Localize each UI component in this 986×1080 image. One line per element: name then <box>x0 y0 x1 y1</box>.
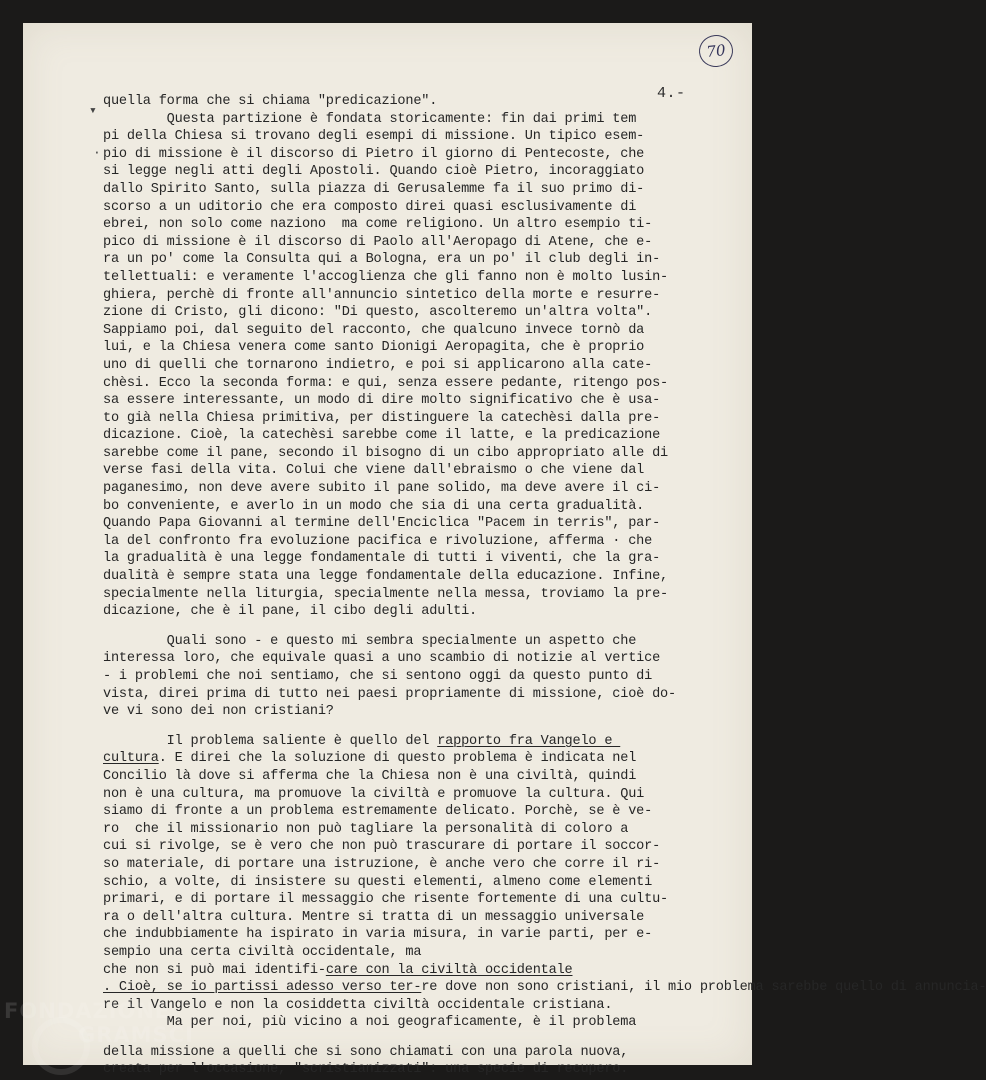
margin-mark: ▾ <box>89 103 97 118</box>
document-page <box>23 23 986 1078</box>
text-line: bo conveniente, e averlo in un modo che sia di una certa gradualità. <box>103 498 645 514</box>
text-line: Sappiamo poi, dal seguito del racconto, che qualcuno invece tornò da <box>103 322 645 338</box>
text-line: ebrei, non solo come naziono ma come religiono. Un altro esempio ti- <box>103 217 653 233</box>
page-number: 4.- <box>657 85 686 102</box>
text-line: che indubbiamente ha ispirato in varia misura, in varie parti, per e- <box>103 927 653 943</box>
text-line: chèsi. Ecco la seconda forma: e qui, senza essere pedante, ritengo pos- <box>103 375 668 391</box>
text-line <box>103 962 723 980</box>
text-line: Questa partizione è fondata storicamente: fin dai primi tem <box>103 111 637 127</box>
text-line: tellettuali: e veramente l'accoglienza che gli fanno non è molto lusin- <box>103 269 668 285</box>
text-line: so materiale, di portare una istruzione, è anche vero che corre il ri- <box>103 856 661 872</box>
watermark-line-2: GRAMSCI <box>78 1023 194 1047</box>
text-line: ve vi sono dei non cristiani? <box>103 704 334 720</box>
underlined-text: cultura <box>103 751 159 767</box>
text-line: dualità è sempre stata una legge fondamentale della educazione. Infine, <box>103 569 668 585</box>
text-line: ghiera, perchè di fronte all'annuncio sintetico della morte e resurre- <box>103 287 661 303</box>
text-line: la del confronto fra evoluzione pacifica e rivoluzione, afferma · che <box>103 533 653 549</box>
text-line: paganesimo, non deve avere subito il pane solido, ma deve avere il ci- <box>103 481 661 497</box>
text-segment: . E direi che la soluzione di questo problema è indicata nel <box>158 751 637 767</box>
text-line: re il Vangelo e non la cosiddetta civiltà occidentale cristiana. <box>103 997 613 1013</box>
text-line: Quali sono - e questo mi sembra specialmente un aspetto che <box>103 633 637 649</box>
text-line: sa essere interessante, un modo di dire molto significativo che è usa- <box>103 393 661 409</box>
text-line: siamo di fronte a un problema estremamente delicato. Porchè, se è ve- <box>103 804 653 820</box>
margin-mark: · <box>93 145 101 160</box>
text-line: zione di Cristo, gli dicono: "Di questo, ascolteremo un'altra volta". <box>103 305 653 321</box>
text-line: non è una cultura, ma promuove la civiltà e promuove la cultura. Qui <box>103 786 645 802</box>
text-line: dicazione. Cioè, la catechèsi sarebbe come il latte, e la predicazione <box>103 428 661 444</box>
text-line: si legge negli atti degli Apostoli. Quando cioè Pietro, incoraggiato <box>103 164 645 180</box>
text-line: creata per l'occasione, "scristianizzati": una specie di recupero. <box>103 1062 629 1078</box>
text-line: scorso a un uditorio che era composto direi quasi esclusivamente di <box>103 199 637 215</box>
text-segment: Il problema saliente è quello del <box>103 733 438 749</box>
text-line: ro che il missionario non può tagliare la personalità di coloro a <box>103 821 629 837</box>
underlined-text: . Cioè, se io partissi adesso verso ter- <box>103 980 422 996</box>
text-line: Ma per noi, più vicino a noi geograficamente, è il problema <box>103 1015 637 1031</box>
text-segment: re dove non sono cristiani, il mio problema sarebbe quello di annuncia- <box>421 980 986 996</box>
watermark-line-1: FONDAZIONE <box>4 999 171 1023</box>
text-line: pico di missione è il discorso di Paolo all'Aeropago di Atene, che e- <box>103 234 653 250</box>
text-line: dicazione, che è il pane, il cibo degli adulti. <box>103 604 478 620</box>
text-line: quella forma che si chiama "predicazione". <box>103 94 438 109</box>
text-line: la gradualità è una legge fondamentale di tutti i viventi, che la gra- <box>103 551 661 567</box>
underlined-text: rapporto fra Vangelo e <box>437 733 621 749</box>
text-line: sarebbe come il pane, secondo il bisogno di un cibo appropriato alle di <box>103 445 668 461</box>
archive-watermark <box>0 995 230 1080</box>
text-line: cui si rivolge, se è vero che non può trascurare di portare il soccor- <box>103 839 661 855</box>
archive-page-number: 70 <box>697 33 734 68</box>
text-line: - i problemi che noi sentiamo, che si sentono oggi da questo punto di <box>103 669 653 684</box>
text-line: schio, a volte, di insistere su questi elementi, almeno come elementi <box>103 874 653 890</box>
text-line: uno di quelli che tornarono indietro, e poi si applicarono alla cate- <box>103 357 653 373</box>
text-line: della missione a quelli che si sono chiamati con una parola nuova, <box>103 1044 629 1060</box>
body-text <box>103 93 986 1079</box>
text-line: to già nella Chiesa primitiva, per distinguere la catechèsi dalla pre- <box>103 410 661 426</box>
text-line: Quando Papa Giovanni al termine dell'Enciclica "Pacem in terris", par- <box>103 516 661 532</box>
text-line <box>103 750 723 768</box>
text-line <box>103 733 723 751</box>
text-line: ra un po' come la Consulta qui a Bologna, era un po' il club degli in- <box>103 252 661 268</box>
text-line: pi della Chiesa si trovano degli esempi di missione. Un tipico esem- <box>103 129 645 145</box>
text-line: pio di missione è il discorso di Pietro il giorno di Pentecoste, che <box>103 146 645 162</box>
underlined-text: care con la civiltà occidentale <box>325 962 573 978</box>
text-line: Concilio là dove si afferma che la Chiesa non è una civiltà, quindi <box>103 768 637 784</box>
text-line: vista, direi prima di tutto nei paesi propriamente di missione, cioè do- <box>103 686 676 702</box>
text-line: interessa loro, che equivale quasi a uno scambio di notizie al vertice <box>103 651 661 667</box>
text-line: ra o dell'altra cultura. Mentre si tratta di un messaggio universale <box>103 909 645 925</box>
text-segment: che non si può mai identifi- <box>103 962 326 978</box>
text-line: dallo Spirito Santo, sulla piazza di Gerusalemme fa il suo primo di- <box>103 181 645 197</box>
text-line: verse fasi della vita. Colui che viene dall'ebraismo o che viene dal <box>103 463 645 479</box>
text-line: primari, e di portare il messaggio che risente fortemente di una cultu- <box>103 892 668 908</box>
text-line: lui, e la Chiesa venera come santo Dionigi Aeropagita, che è proprio <box>103 340 645 356</box>
text-line: specialmente nella liturgia, specialmente nella messa, troviamo la pre- <box>103 586 668 602</box>
text-line: sempio una certa civiltà occidentale, ma <box>103 944 430 960</box>
